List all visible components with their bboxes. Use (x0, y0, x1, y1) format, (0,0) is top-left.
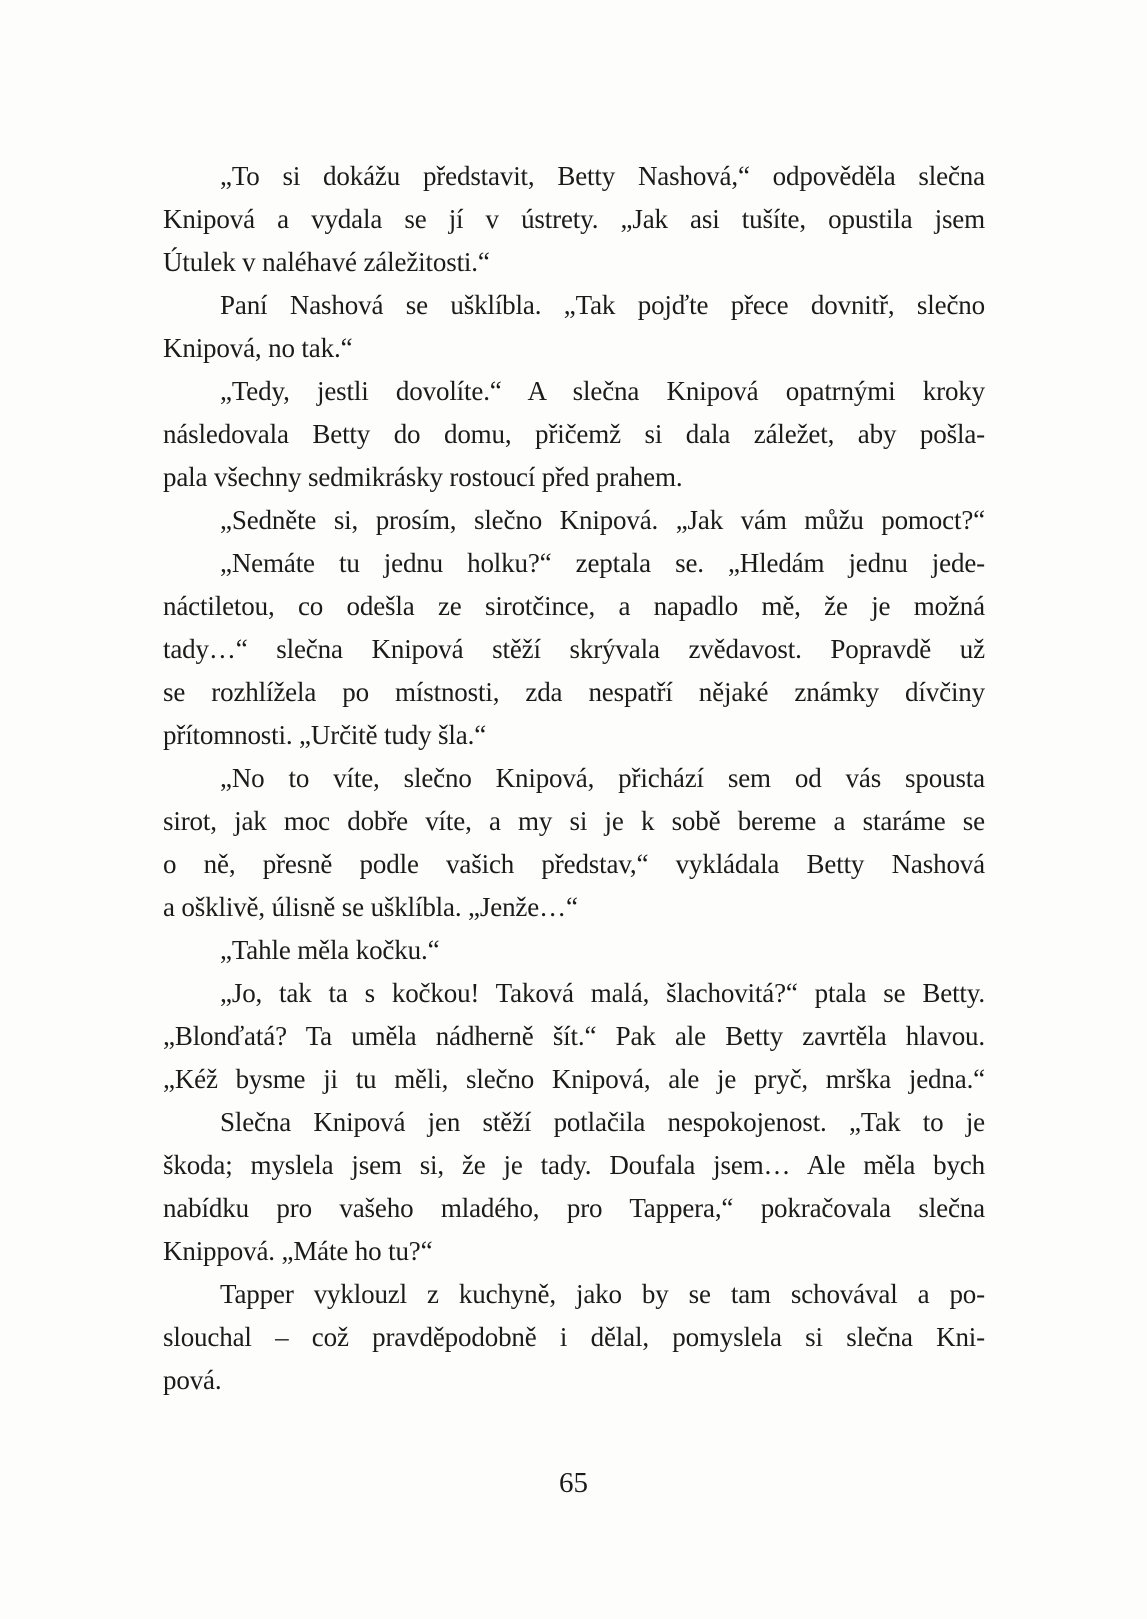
text-line: sirot, jak moc dobře víte, a my si je k sobě bereme a staráme se (163, 806, 985, 836)
text-line: škoda; myslela jsem si, že je tady. Doufala jsem… Ale měla bych (163, 1150, 985, 1180)
text-line: pala všechny sedmikrásky rostoucí před prahem. (163, 462, 683, 492)
text-line: slouchal – což pravděpodobně i dělal, pomyslela si slečna Kni- (163, 1322, 985, 1352)
text-line: „No to víte, slečno Knipová, přichází sem od vás spousta (220, 763, 985, 793)
text-line: „Kéž bysme ji tu měli, slečno Knipová, ale je pryč, mrška jedna.“ (163, 1064, 985, 1094)
text-line: „Sedněte si, prosím, slečno Knipová. „Jak vám můžu pomoct?“ (220, 505, 985, 535)
text-line: a ošklivě, úlisně se ušklíbla. „Jenže…“ (163, 892, 578, 922)
text-line: „Tedy, jestli dovolíte.“ A slečna Knipová opatrnými kroky (220, 376, 985, 406)
text-line: Knippová. „Máte ho tu?“ (163, 1236, 433, 1266)
text-line: Knipová, no tak.“ (163, 333, 353, 363)
text-line: „To si dokážu představit, Betty Nashová,“ odpověděla slečna (220, 161, 985, 191)
text-line: Paní Nashová se ušklíbla. „Tak pojďte přece dovnitř, slečno (220, 290, 985, 320)
text-line: „Tahle měla kočku.“ (220, 935, 440, 965)
text-line: pová. (163, 1365, 222, 1395)
text-line: náctiletou, co odešla ze sirotčince, a napadlo mě, že je možná (163, 591, 985, 621)
text-line: „Blonďatá? Ta uměla nádherně šít.“ Pak ale Betty zavrtěla hlavou. (163, 1021, 985, 1051)
page-number: 65 (559, 1467, 588, 1499)
text-line: Útulek v naléhavé záležitosti.“ (163, 247, 490, 277)
text-line: následovala Betty do domu, přičemž si dala záležet, aby pošla- (163, 419, 985, 449)
text-line: se rozhlížela po místnosti, zda nespatří nějaké známky dívčiny (163, 677, 985, 707)
text-line: „Nemáte tu jednu holku?“ zeptala se. „Hledám jednu jede- (220, 548, 985, 578)
text-line: nabídku pro vašeho mladého, pro Tappera,“ pokračovala slečna (163, 1193, 985, 1223)
text-line: „Jo, tak ta s kočkou! Taková malá, šlachovitá?“ ptala se Betty. (220, 978, 985, 1008)
text-line: přítomnosti. „Určitě tudy šla.“ (163, 720, 487, 750)
text-line: Tapper vyklouzl z kuchyně, jako by se tam schovával a po- (220, 1279, 985, 1309)
text-line: Knipová a vydala se jí v ústrety. „Jak asi tušíte, opustila jsem (163, 204, 985, 234)
text-line: Slečna Knipová jen stěží potlačila nespokojenost. „Tak to je (220, 1107, 985, 1137)
text-line: tady…“ slečna Knipová stěží skrývala zvědavost. Popravdě už (163, 634, 985, 664)
text-line: o ně, přesně podle vašich představ,“ vykládala Betty Nashová (163, 849, 985, 879)
page-text (163, 155, 985, 1402)
